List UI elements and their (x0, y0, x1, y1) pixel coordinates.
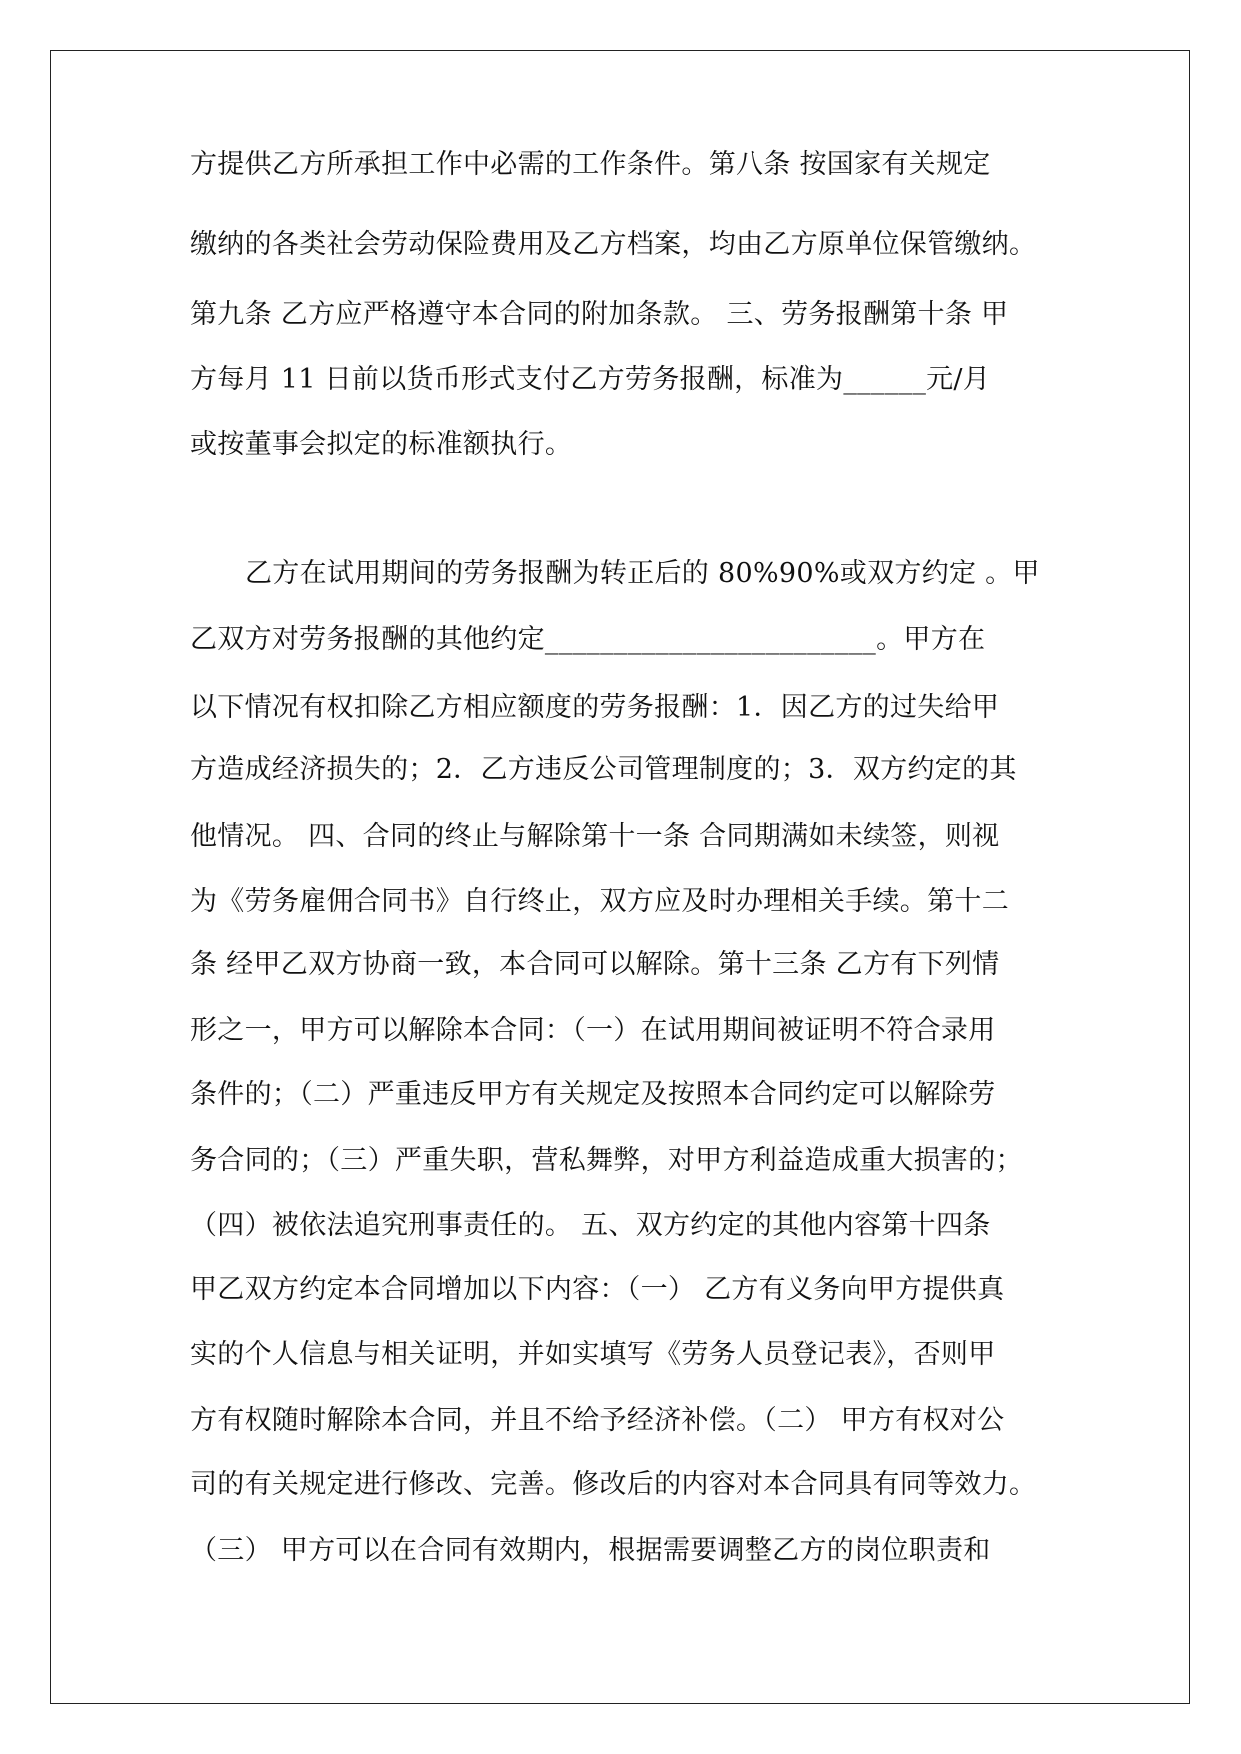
text-line: 方提供乙方所承担工作中必需的工作条件。第八条 按国家有关规定 (190, 149, 991, 180)
text-line: 乙双方对劳务报酬的其他约定________________________。甲方在 (190, 624, 986, 655)
text-line: 或按董事会拟定的标准额执行。 (190, 429, 573, 460)
text-line: 方有权随时解除本合同，并且不给予经济补偿。（二） 甲方有权对公 (190, 1405, 1005, 1436)
text-line: 条 经甲乙双方协商一致，本合同可以解除。第十三条 乙方有下列情 (190, 949, 1000, 980)
text-line: 为《劳务雇佣合同书》自行终止，双方应及时办理相关手续。第十二 (190, 886, 1009, 917)
text-line: （三） 甲方可以在合同有效期内，根据需要调整乙方的岗位职责和 (190, 1535, 991, 1566)
text-line: 乙方在试用期间的劳务报酬为转正后的 80%90%或双方约定 。甲 (245, 558, 1040, 589)
text-line: 第九条 乙方应严格遵守本合同的附加条款。 三、劳务报酬第十条 甲 (190, 299, 1009, 330)
text-line: 甲乙双方约定本合同增加以下内容：（一） 乙方有义务向甲方提供真 (190, 1274, 1005, 1305)
text-line: 司的有关规定进行修改、完善。修改后的内容对本合同具有同等效力。 (190, 1469, 1037, 1500)
text-line: 条件的；（二）严重违反甲方有关规定及按照本合同约定可以解除劳 (190, 1079, 996, 1110)
text-line: 方造成经济损失的；2．乙方违反公司管理制度的；3．双方约定的其 (190, 754, 1017, 785)
text-line: 形之一，甲方可以解除本合同：（一）在试用期间被证明不符合录用 (190, 1015, 996, 1046)
text-line: 缴纳的各类社会劳动保险费用及乙方档案，均由乙方原单位保管缴纳。 (190, 229, 1037, 260)
text-line: 他情况。 四、合同的终止与解除第十一条 合同期满如未续签，则视 (190, 821, 1000, 852)
text-line: 务合同的；（三）严重失职，营私舞弊，对甲方利益造成重大损害的； (190, 1145, 1023, 1176)
text-line: 以下情况有权扣除乙方相应额度的劳务报酬：1．因乙方的过失给甲 (190, 692, 1000, 723)
text-line: 方每月 11 日前以货币形式支付乙方劳务报酬，标准为______元/月 (190, 364, 991, 395)
text-line: 实的个人信息与相关证明，并如实填写《劳务人员登记表》，否则甲 (190, 1339, 996, 1370)
text-line: （四）被依法追究刑事责任的。 五、双方约定的其他内容第十四条 (190, 1210, 991, 1241)
